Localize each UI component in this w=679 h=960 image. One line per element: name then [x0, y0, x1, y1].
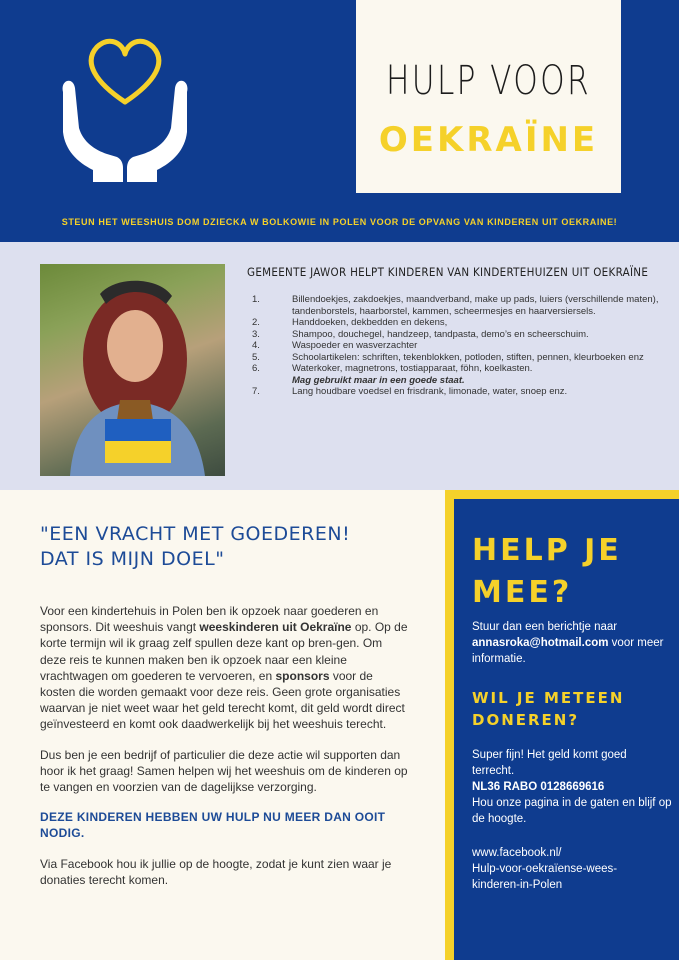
donate-text: [472, 747, 672, 827]
list-item-text: Handdoeken, dekbedden en dekens,: [292, 317, 448, 328]
list-item: [247, 340, 667, 352]
text-run: Voor een kindertehuis in Polen ben ik opzoek naar goederen en sponsors. Dit weeshuis vangt: [40, 604, 379, 635]
help-heading: [472, 530, 672, 614]
donate-heading-line-2: DONEREN?: [472, 711, 580, 729]
paragraph-3: Via Facebook hou ik jullie op de hoogte, zodat je kunt zien waar je donaties terecht komen.: [40, 856, 392, 887]
facebook-url-line-2: Hulp-voor-oekraïense-wees-: [472, 863, 618, 875]
facebook-url-line-3: kinderen-in-Polen: [472, 879, 563, 891]
list-item-number: 3.: [252, 328, 260, 340]
list-item-number: 4.: [252, 340, 260, 351]
list-item-number: 1.: [252, 294, 260, 305]
quote-line-1: "EEN VRACHT MET GOEDEREN!: [40, 523, 351, 545]
list-item-text: Billendoekjes, zakdoekjes, maandverband, make up pads, luiers (verschillende maten), tandenborstels, haarborstel, kammen, scheermesjes en haarversiersels.: [292, 294, 659, 317]
paragraph-2: Dus ben je een bedrijf of particulier die deze actie wil supporten dan hoor ik het graag! Samen helpen wij het weeshuis om de kinderen op te vangen en voorzien van de dagelijkse verzorging.: [40, 747, 408, 795]
list-item-number: [247, 375, 292, 387]
donation-list: [247, 294, 667, 398]
list-item-text: Shampoo, douchegel, handzeep, tandpasta, demo’s en scheerschuim.: [292, 328, 589, 340]
portrait-illustration: [40, 264, 225, 476]
text-run: Stuur dan een berichtje naar: [472, 621, 618, 633]
help-heading-line-2: MEE?: [472, 575, 573, 610]
list-item: [247, 363, 667, 375]
donate-intro: Super fijn! Het geld komt goed terrecht.: [472, 749, 627, 777]
text-run: op. Op de korte termijn wil ik graag zelf spullen deze kant op bren-gen. Om deze reis te kunnen maken ben ik opzoek naar een kleine vrachtwagen om goederen te vervoeren, en: [40, 620, 408, 683]
text-run-bold: weeskinderen uit Oekraïne: [199, 620, 352, 635]
help-heading-line-1: HELP JE: [472, 533, 622, 568]
quote-line-2: DAT IS MIJN DOEL": [40, 548, 225, 570]
list-item: [247, 329, 667, 341]
portrait-photo: [40, 264, 225, 476]
donation-list-heading: GEMEENTE JAWOR HELPT KINDEREN VAN KINDERTEHUIZEN UIT OEKRAÏNE: [247, 265, 649, 279]
title-line-2: OEKRAÏNE: [378, 120, 599, 160]
text-run: voor de kosten die worden gemaakt voor deze reis. Geen grote organisaties waarvan je niet weet waar het geld terecht komt, dit geld wordt direct geïnvesteerd en komt ook daadwerkelijk bij het weeshuis terecht.: [40, 668, 405, 732]
text-run-bold: sponsors: [275, 668, 330, 683]
text-run: voor meer informatie.: [472, 637, 664, 665]
list-item: [247, 317, 667, 329]
contact-text: [472, 619, 672, 667]
list-item: [247, 352, 667, 364]
list-item-number: 2.: [252, 317, 260, 328]
list-item-number: 6.: [252, 363, 260, 374]
facebook-link[interactable]: [472, 845, 672, 893]
story-body: [40, 603, 410, 902]
paragraph-1: [40, 603, 410, 733]
list-item-text: Waterkoker, magnetrons, tostiapparaat, föhn, koelkasten.: [292, 363, 533, 374]
list-item-text: Schoolartikelen: schriften, tekenblokken, potloden, stiften, pennen, kleurboeken enz: [292, 351, 644, 363]
call-to-action: DEZE KINDEREN HEBBEN UW HULP NU MEER DAN OOIT NODIG.: [40, 810, 386, 841]
quote: [40, 522, 400, 572]
donate-heading-line-1: WIL JE METEEN: [472, 689, 625, 707]
list-item: [247, 294, 667, 317]
list-item-text: Waspoeder en wasverzachter: [292, 340, 418, 351]
header-banner-text: STEUN HET WEESHUIS DOM DZIECKA W BOLKOWIE IN POLEN VOOR DE OPVANG VAN KINDEREN UIT OEKRAINE!: [61, 217, 618, 227]
hands-heart-logo: [55, 32, 195, 192]
list-item-number: 7.: [252, 386, 260, 397]
list-item: [247, 386, 667, 398]
list-item-note: [247, 375, 667, 387]
donate-heading: [472, 687, 672, 731]
title-line-1: HULP VOOR: [385, 58, 592, 104]
list-item-text: Lang houdbare voedsel en frisdrank, limonade, water, snoep enz.: [292, 386, 568, 397]
title-box: [356, 0, 621, 193]
donate-outro: Hou onze pagina in de gaten en blijf op de hoogte.: [472, 797, 672, 825]
iban-number: NL36 RABO 0128669616: [472, 781, 605, 793]
list-item-number: 5.: [252, 351, 260, 363]
list-item-text: Mag gebruikt maar in een goede staat.: [292, 374, 465, 386]
email-link[interactable]: annasroka@hotmail.com: [472, 637, 609, 649]
facebook-url-line-1: www.facebook.nl/: [472, 847, 562, 859]
